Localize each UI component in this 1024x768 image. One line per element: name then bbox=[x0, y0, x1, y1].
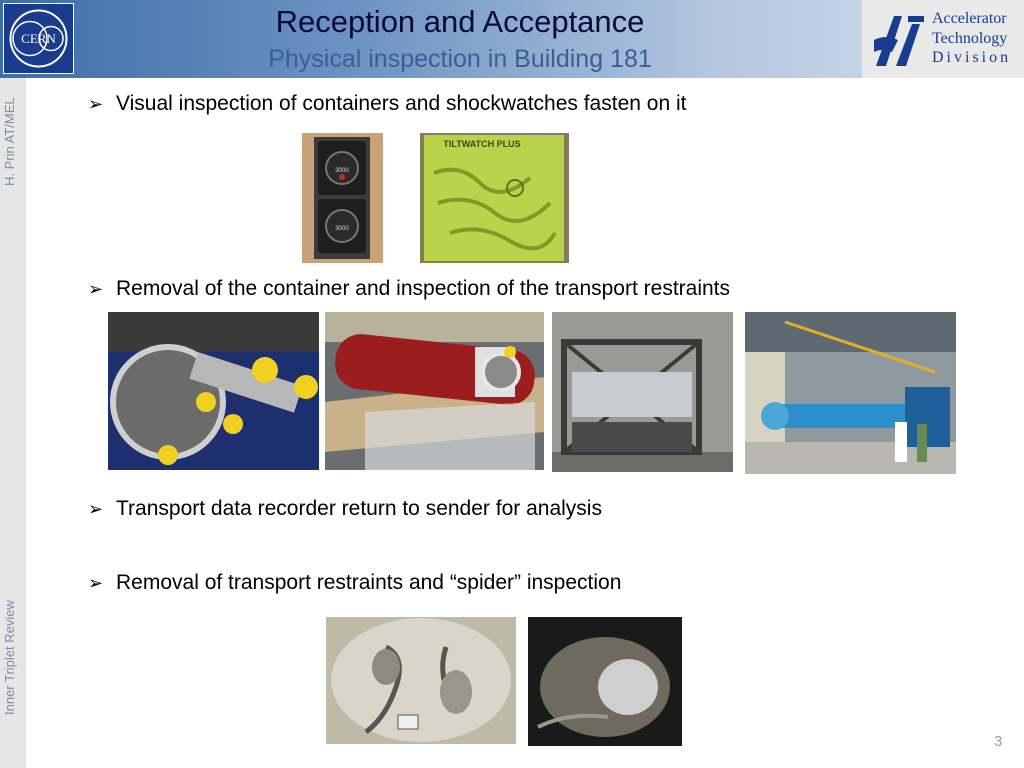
atd-line-technology: Technology bbox=[932, 29, 1008, 47]
cryostat-crate-photo bbox=[325, 312, 544, 470]
bullet-visual-inspection bbox=[88, 92, 686, 116]
steel-frame-photo bbox=[552, 312, 733, 472]
atd-line-division: Division bbox=[932, 49, 1012, 66]
bullet-arrow-icon: ➢ bbox=[88, 94, 104, 114]
author-label: H. Prin AT/MEL bbox=[2, 97, 17, 186]
bullet-text: Transport data recorder return to sender for analysis bbox=[116, 497, 602, 520]
blue-magnet-hall-photo bbox=[745, 312, 956, 474]
shockwatch-bottom-label: 3000 bbox=[335, 226, 349, 232]
cern-logo-text: CERN bbox=[21, 31, 56, 46]
tiltwatch-label: TILTWATCH PLUS bbox=[443, 139, 521, 149]
slide-header bbox=[0, 0, 1024, 78]
bullet-spider-inspection bbox=[88, 571, 621, 595]
atd-line-accelerator: Accelerator bbox=[932, 10, 1007, 27]
tiltwatch-photo bbox=[420, 133, 569, 263]
atd-logo bbox=[862, 0, 1024, 78]
shockwatch-photo bbox=[302, 133, 383, 263]
bullet-data-recorder bbox=[88, 497, 602, 521]
restraint-closeup-photo bbox=[108, 312, 319, 470]
bullet-arrow-icon: ➢ bbox=[88, 499, 104, 519]
review-label: Inner Triplet Review bbox=[2, 600, 17, 715]
bullet-text: Removal of transport restraints and “spider” inspection bbox=[116, 571, 622, 594]
atd-logo-icon bbox=[872, 12, 928, 66]
bullet-container-removal bbox=[88, 277, 730, 301]
spider-interior-photo-2 bbox=[528, 617, 682, 746]
shockwatch-top-label: 3000 bbox=[335, 168, 349, 174]
bullet-arrow-icon: ➢ bbox=[88, 279, 104, 299]
spider-interior-photo-1 bbox=[326, 617, 516, 744]
slide-subtitle: Physical inspection in Building 181 bbox=[268, 45, 652, 73]
cern-logo bbox=[3, 3, 74, 74]
slide-title: Reception and Acceptance bbox=[275, 4, 645, 39]
bullet-text: Visual inspection of containers and shockwatches fasten on it bbox=[116, 92, 687, 115]
bullet-text: Removal of the container and inspection of the transport restraints bbox=[116, 277, 731, 300]
bullet-arrow-icon: ➢ bbox=[88, 573, 104, 593]
page-number: 3 bbox=[994, 733, 1003, 750]
